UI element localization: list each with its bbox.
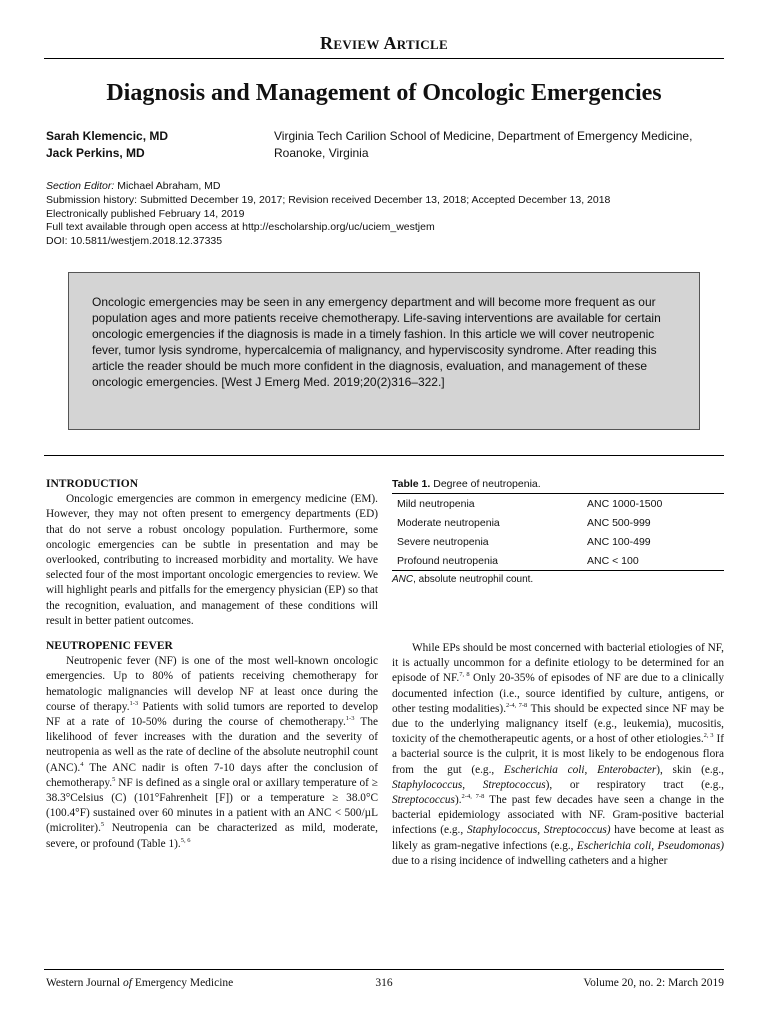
article-title: Diagnosis and Management of Oncologic Emergencies [106,80,662,106]
table-footnote-text: , absolute neutrophil count. [413,574,534,585]
table-cell-label: Mild neutropenia [397,498,475,510]
footer-journal: Western Journal of Emergency Medicine [46,977,234,989]
table-row [392,494,724,514]
table-footnote-abbr: ANC [392,574,414,585]
citation: 5 [112,775,116,783]
table-cell-label: Severe neutropenia [397,536,489,548]
author-list [46,128,168,162]
neutropenic-fever-heading: NEUTROPENIC FEVER [46,640,173,653]
intro-paragraph: Oncologic emergencies are common in emergency medicine (EM). However, they may not often present to emergency departments (ED) that do not serve a robust oncology population. Furthermore, some oncologic emergencies can be subtle in presentation and may be overlooked, contributing to increased morbidity and mortality. We have selected four of the most important oncologic emergencies to review. We will highlight pearls and pitfalls for the emergency physician (EP) so that the recognition, evaluation, and management of these conditions will result in better patient outcomes. [46,493,378,627]
table-caption [392,477,724,491]
header-rule [44,58,724,59]
page-number: 316 [375,977,393,989]
author-affiliation: Virginia Tech Carilion School of Medicine, Department of Emergency Medicine, Roanoke, Virginia [274,129,693,160]
citation: 7, 8 [459,671,470,679]
table-cell-value: ANC < 100 [587,555,639,567]
table-cell-label: Moderate neutropenia [397,517,500,529]
doi: DOI: 10.5811/westjem.2018.12.37335 [46,235,223,248]
citation: 2-4, 7-8 [461,793,485,801]
citation: 2-4, 7-8 [506,701,528,709]
neutropenia-table [392,477,724,587]
section-divider [44,455,724,456]
table-row [392,513,724,532]
citation: 4 [80,760,84,768]
table-cell-label: Profound neutropenia [397,555,498,567]
citation: 2, 3 [703,732,714,740]
section-editor-value: Michael Abraham, MD [114,180,221,192]
table-cell-value: ANC 100-499 [587,536,651,548]
abstract-box [68,272,700,430]
citation: 5, 6 [180,836,191,844]
table-row [392,532,724,551]
author-name: Sarah Klemencic, MD [46,129,169,143]
intro-heading: INTRODUCTION [46,478,139,490]
left-column [46,477,378,852]
published-date: Electronically published February 14, 2019 [46,207,245,220]
section-label: Review Article [320,33,448,53]
right-column [392,641,724,869]
article-metadata [46,180,610,249]
author-name: Jack Perkins, MD [46,146,145,160]
abstract-text: Oncologic emergencies may be seen in any emergency department and will become more frequent as our population ages and more patients receive chemotherapy. Life-saving interventions are available for certain oncologic emergencies if the diagnosis is made in a timely fashion. In this article we will cover neutropenic fever, tumor lysis syndrome, hypercalcemia of malignancy, and hyperviscosity syndrome. After reading this article the reader should be much more confident in the diagnosis, evaluation, and management of these oncologic emergencies. [West J Emerg Med. 2019;20(2)316–322.] [92,295,661,389]
full-text-link[interactable]: Full text available through open access at http://escholarship.org/uc/uciem_westjem [46,221,435,234]
submission-history: Submission history: Submitted December 19, 2017; Revision received December 13, 2018; Accepted December 13, 2018 [46,193,611,206]
neutropenic-fever-paragraph: Neutropenic fever (NF) is one of the most well-known oncologic emergencies. Up to 80% of patients receiving chemotherapy for hematologic malignancies will develop NF at least once during the course of therapy.$^{1-3}$ Patients with solid tumors are reported to develop NF at a rate of 10-50% during the course of chemotherapy.$^{1-3}$ The likelihood of fever increases with the duration and the severity of neutropenia as well as the rate of decline of the absolute neutrophil count (ANC).$^4$ The ANC nadir is often 7-10 days after the conclusion of chemotherapy.$^5$ NF is defined as a single oral or axillary temperature of ≥ 38.3°Celsius (C) (101°Fahrenheit [F]) or a temperature ≥ 38.0°C (100.4°F) sustained over 60 minutes in a patient with an ANC < 500/µL (microliter).$^5$ Neutropenia can be characterized as mild, moderate, severe, or profound (Table 1).$^{5, 6}$ [46,655,378,850]
section-editor [46,180,610,194]
table-footnote [392,573,724,587]
bacterial-etiology-paragraph: While EPs should be most concerned with bacterial etiologies of NF, it is actually uncommon for a definite etiology to be determined for an episode of NF.$^{7, 8}$ Only 20-35% of episodes of NF are due to a clinically documented infection (i.e., source identified by culture, antigens, or other testing modalities).$^{2-4, 7-8}$ This should be expected since NF may be due to the underlying malignancy itself (e.g., leukemia), mucositis, toxicity of the chemotherapeutic agents, or a host of other etiologies.$^{2, 3}$ If a bacterial source is the culprit, it is most likely to be endogenous flora from the gut (e.g., Escherichia coli, Enterobacter), skin (e.g., Staphylococcus, Streptococcus), or respiratory tract (e.g., Streptococcus).$^{2-4, 7-8}$ The past few decades have seen a change in the bacterial epidemiology associated with NF. Gram-positive bacterial infections (e.g., Staphylococcus, Streptococcus) have become at least as likely as gram-negative infections (e.g., Escherichia coli, Pseudomonas) due to a rising incidence of indwelling catheters and a higher [392,642,725,867]
table-row [392,551,724,571]
table-cell-value: ANC 1000-1500 [587,498,663,510]
footer-rule [44,969,724,970]
section-editor-label: Section Editor: [46,180,115,192]
table-caption-text: Degree of neutropenia. [430,478,541,490]
table-caption-label: Table 1. [392,478,431,490]
citation: 1-3 [129,699,139,707]
citation: 1-3 [345,715,355,723]
footer-volume: Volume 20, no. 2: March 2019 [583,977,724,989]
citation: 5 [100,821,105,829]
table-body [392,493,724,571]
table-cell-value: ANC 500-999 [587,517,651,529]
